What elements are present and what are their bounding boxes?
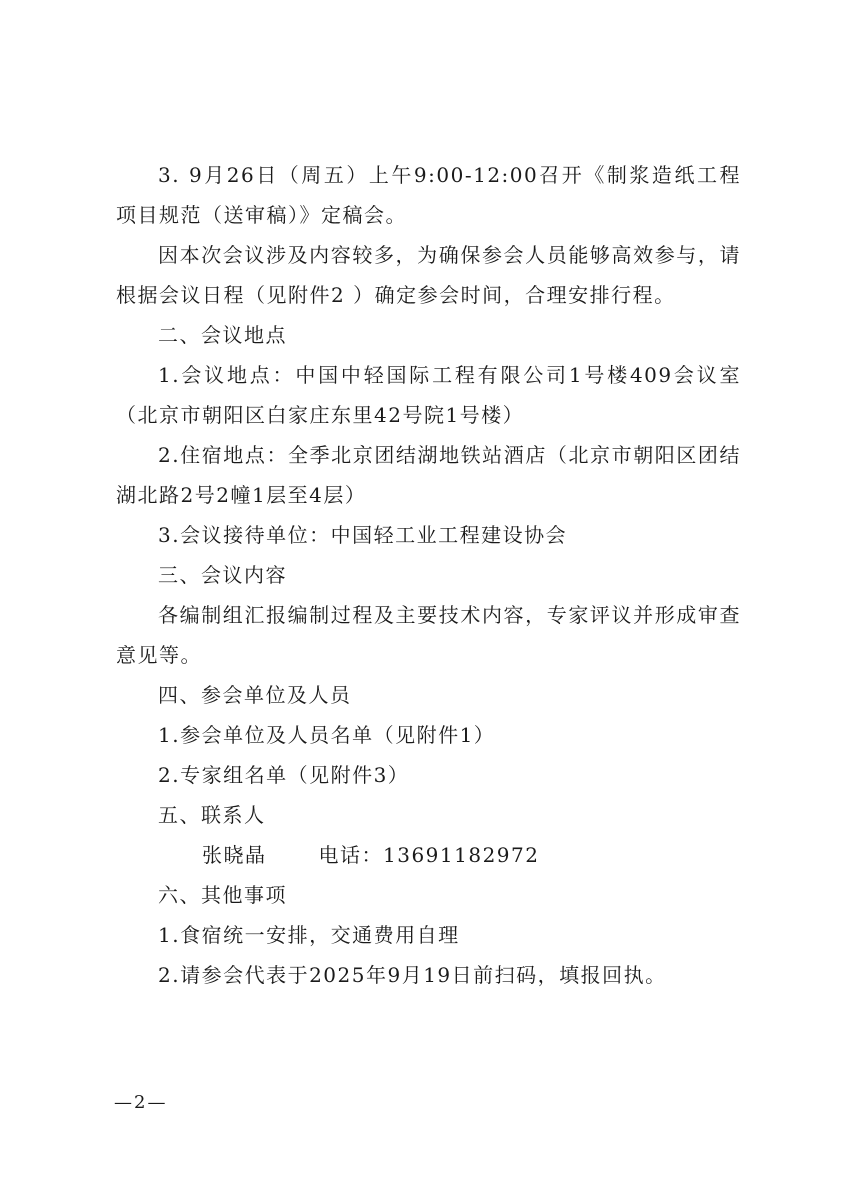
page-number: —2—: [114, 1092, 168, 1113]
other-item-1: 1.食宿统一安排，交通费用自理: [158, 923, 460, 947]
agenda-item-3: 3. 9月26日（周五）上午9:00-12:00召开《制浆造纸工程项目规范（送审稿）》定稿会。: [116, 163, 741, 227]
contact-name: 张晓晶: [202, 843, 267, 867]
section-heading-venue: 二、会议地点: [158, 323, 287, 347]
section-heading-attendees: 四、参会单位及人员: [158, 683, 352, 707]
contact-line: [116, 835, 741, 875]
other-item-2: 2.请参会代表于2025年9月19日前扫码，填报回执。: [158, 963, 667, 987]
reception-unit: 3.会议接待单位：中国轻工业工程建设协会: [158, 523, 568, 547]
meeting-venue: 1.会议地点：中国中轻国际工程有限公司1号楼409会议室（北京市朝阳区白家庄东里42号院1号楼）: [116, 363, 741, 427]
contact-phone: 电话：13691182972: [318, 843, 540, 867]
section-heading-contact: 五、联系人: [158, 803, 266, 827]
expert-list-note: 2.专家组名单（见附件3）: [158, 763, 410, 787]
meeting-content: 各编制组汇报编制过程及主要技术内容，专家评议并形成审查意见等。: [116, 603, 741, 667]
lodging-venue: 2.住宿地点：全季北京团结湖地铁站酒店（北京市朝阳区团结湖北路2号2幢1层至4层）: [116, 443, 741, 507]
attendee-list-note: 1.参会单位及人员名单（见附件1）: [158, 723, 496, 747]
document-body: [116, 155, 741, 995]
schedule-note: 因本次会议涉及内容较多，为确保参会人员能够高效参与，请根据会议日程（见附件2 ）确定参会时间，合理安排行程。: [116, 243, 741, 307]
section-heading-other: 六、其他事项: [158, 883, 287, 907]
section-heading-content: 三、会议内容: [158, 563, 287, 587]
